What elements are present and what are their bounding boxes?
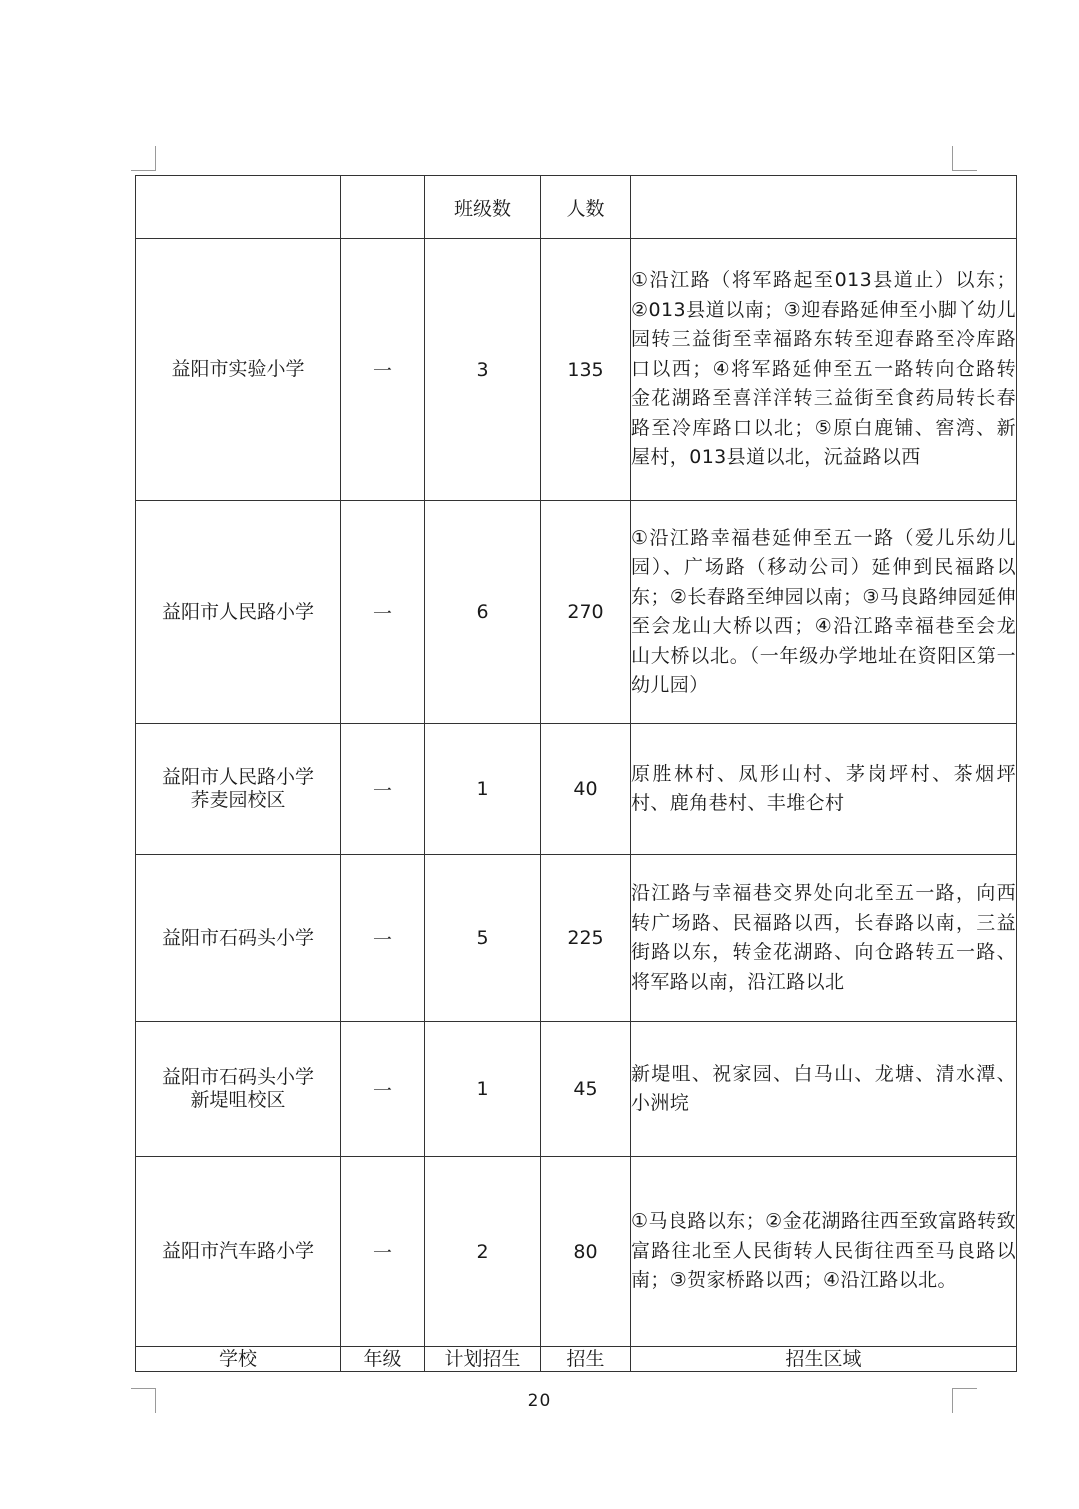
table-row	[136, 724, 1017, 855]
table-row	[136, 501, 1017, 724]
area-cell: ①沿江路（将军路起至013县道止）以东；②013县道以南；③迎春路延伸至小脚丫幼儿园转三益街至幸福路东转至迎春路至冷库路口以西；④将军路延伸至五一路转向仓路转金花湖路至喜洋洋转三益街至食药局转长春路至冷库路口以北；⑤原白鹿铺、窖湾、新屋村，013县道以北，沅益路以西	[631, 239, 1017, 501]
students-cell: 270	[541, 501, 631, 724]
footer-enroll: 招生	[541, 1347, 631, 1372]
grade-cell: 一	[341, 1022, 425, 1157]
table-row	[136, 855, 1017, 1022]
footer-planned: 计划招生	[425, 1347, 541, 1372]
area-cell: ①马良路以东；②金花湖路往西至致富路转致富路往北至人民街转人民街往西至马良路以南；③贺家桥路以西；④沿江路以北。	[631, 1157, 1017, 1347]
school-cell	[136, 724, 341, 855]
school-cell	[136, 1157, 341, 1347]
area-cell: 原胜林村、凤形山村、茅岗坪村、茶烟坪村、鹿角巷村、丰堆仑村	[631, 724, 1017, 855]
footer-area: 招生区域	[631, 1347, 1017, 1372]
school-cell	[136, 855, 341, 1022]
table-header-row	[136, 176, 1017, 239]
area-cell: 新堤咀、祝家园、白马山、龙塘、清水潭、小洲垸	[631, 1022, 1017, 1157]
grade-cell: 一	[341, 239, 425, 501]
school-cell	[136, 501, 341, 724]
header-students: 人数	[541, 176, 631, 239]
area-cell: 沿江路与幸福巷交界处向北至五一路，向西转广场路、民福路以西，长春路以南，三益街路以东，转金花湖路、向仓路转五一路、将军路以南，沿江路以北	[631, 855, 1017, 1022]
crop-mark-top-right	[952, 146, 977, 171]
crop-mark-top-left	[131, 146, 156, 171]
enrollment-table	[135, 175, 1017, 1372]
students-cell: 45	[541, 1022, 631, 1157]
students-cell: 80	[541, 1157, 631, 1347]
classes-cell: 5	[425, 855, 541, 1022]
grade-cell: 一	[341, 855, 425, 1022]
header-cell	[631, 176, 1017, 239]
school-name: 益阳市人民路小学	[161, 766, 314, 788]
campus-name: 新堤咀校区	[190, 1089, 286, 1111]
grade-cell: 一	[341, 724, 425, 855]
footer-grade: 年级	[341, 1347, 425, 1372]
classes-cell: 1	[425, 724, 541, 855]
classes-cell: 2	[425, 1157, 541, 1347]
grade-cell: 一	[341, 501, 425, 724]
table-row	[136, 239, 1017, 501]
header-cell	[136, 176, 341, 239]
students-cell: 135	[541, 239, 631, 501]
classes-cell: 6	[425, 501, 541, 724]
table-row	[136, 1157, 1017, 1347]
grade-cell: 一	[341, 1157, 425, 1347]
school-name: 益阳市汽车路小学	[161, 1240, 314, 1262]
school-cell	[136, 1022, 341, 1157]
table-footer-row	[136, 1347, 1017, 1372]
students-cell: 40	[541, 724, 631, 855]
table-row	[136, 1022, 1017, 1157]
students-cell: 225	[541, 855, 631, 1022]
header-classes: 班级数	[425, 176, 541, 239]
classes-cell: 3	[425, 239, 541, 501]
area-cell: ①沿江路幸福巷延伸至五一路（爱儿乐幼儿园）、广场路（移动公司）延伸到民福路以东；②长春路至绅园以南；③马良路绅园延伸至会龙山大桥以西；④沿江路幸福巷至会龙山大桥以北。（一年级办学地址在资阳区第一幼儿园）	[631, 501, 1017, 724]
page-number: 20	[527, 1391, 552, 1411]
classes-cell: 1	[425, 1022, 541, 1157]
campus-name: 荞麦园校区	[190, 789, 286, 811]
school-name: 益阳市石码头小学	[161, 1066, 314, 1088]
header-cell	[341, 176, 425, 239]
school-name: 益阳市石码头小学	[161, 926, 314, 949]
school-cell	[136, 239, 341, 501]
school-name: 益阳市实验小学	[171, 358, 305, 380]
footer-school: 学校	[136, 1347, 341, 1372]
school-name: 益阳市人民路小学	[161, 600, 314, 623]
